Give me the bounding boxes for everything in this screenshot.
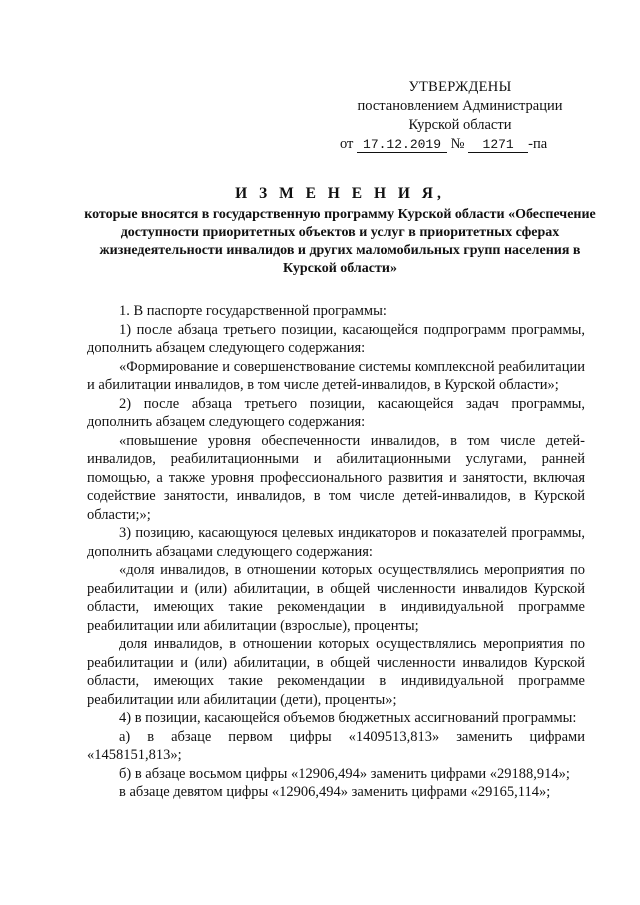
number-sign: № — [450, 136, 465, 152]
heading-title: И З М Е Н Е Н И Я, — [235, 185, 445, 202]
paragraph: 3) позицию, касающуюся целевых индикаторов и показателей программы, дополнить абзацами следующего содержания: — [87, 525, 585, 560]
paragraph: доля инвалидов, в отношении которых осуществлялись мероприятия по реабилитации и (или) абилитации, в общей численности инвалидов Курской области, имеющих такие рекомендации в индивидуальной программе реабилитации или абилитации (дети), проценты»; — [87, 636, 585, 708]
document-body — [87, 302, 585, 802]
approval-title: УТВЕРЖДЕНЫ — [408, 79, 512, 95]
paragraph: «доля инвалидов, в отношении которых осуществлялись мероприятия по реабилитации и (или) абилитации, в общей численности инвалидов Курской области, имеющих такие рекомендации в индивидуальной программе реабилитации или абилитации (взрослые), проценты; — [87, 562, 585, 634]
paragraph: в абзаце девятом цифры «12906,494» заменить цифрами «29165,114»; — [119, 784, 551, 800]
paragraph: 1) после абзаца третьего позиции, касающейся подпрограмм программы, дополнить абзацем следующего содержания: — [87, 321, 585, 356]
approval-number: 1271 — [468, 137, 528, 153]
paragraph: а) в абзаце первом цифры «1409513,813» заменить цифрами «1458151,813»; — [87, 728, 585, 763]
heading-subtitle: которые вносятся в государственную программу Курской области «Обеспечение доступности приоритетных объектов и услуг в приоритетных сферах жизнедеятельности инвалидов и других маломобильных групп населения в Курской области» — [84, 207, 596, 276]
paragraph: «Формирование и совершенствование системы комплексной реабилитации и абилитации инвалидов, в том числе детей-инвалидов, в Курской области»; — [87, 358, 585, 393]
number-suffix: -па — [528, 136, 548, 152]
from-label: от — [340, 136, 354, 152]
paragraph: «повышение уровня обеспеченности инвалидов, в том числе детей-инвалидов, реабилитационными и абилитационными услугами, ранней помощью, а также уровня профессионального развития и занятости, включая содействие занятости, инвалидов, в том числе детей-инвалидов, в Курской области;»; — [87, 432, 585, 523]
approval-line-1: постановлением Администрации — [357, 98, 563, 114]
paragraph: 1. В паспорте государственной программы: — [119, 303, 387, 319]
paragraph: б) в абзаце восьмом цифры «12906,494» заменить цифрами «29188,914»; — [119, 765, 570, 782]
approval-block — [340, 78, 580, 154]
paragraph: 2) после абзаца третьего позиции, касающейся задач программы, дополнить абзацем следующего содержания: — [87, 395, 585, 430]
paragraph: 4) в позиции, касающейся объемов бюджетных ассигнований программы: — [119, 710, 577, 726]
approval-number-line — [340, 135, 580, 154]
approval-line-2: Курской области — [408, 117, 512, 133]
approval-date: 17.12.2019 — [357, 137, 447, 153]
document-heading — [80, 185, 600, 278]
